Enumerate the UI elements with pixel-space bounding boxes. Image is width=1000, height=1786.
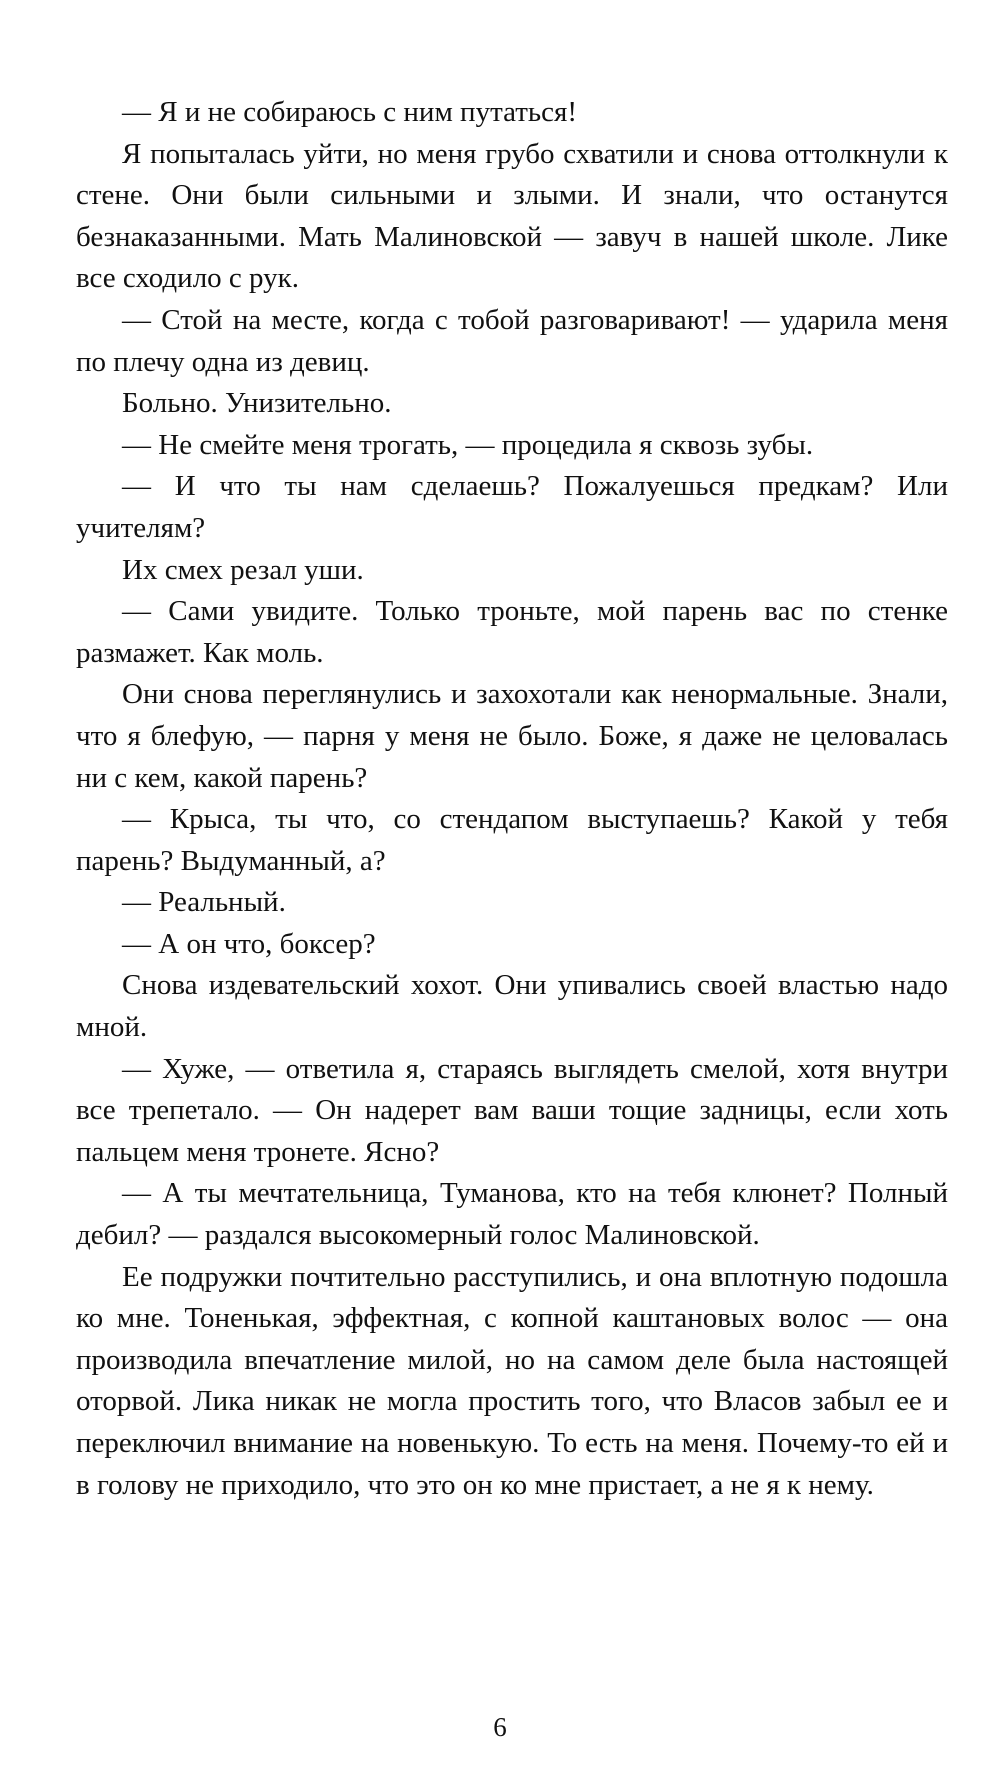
paragraph: — Не смейте меня трогать, — процедила я сквозь зубы.: [122, 428, 814, 461]
paragraph: — Крыса, ты что, со стендапом выступаешь? Какой у тебя парень? Выдуманный, а?: [76, 803, 948, 877]
paragraph: Они снова переглянулись и захохотали как ненормальные. Знали, что я блефую, — парня у меня не было. Боже, я даже не целовалась ни с кем, какой парень?: [76, 678, 948, 794]
paragraph: Я попыталась уйти, но меня грубо схватили и снова оттолкнули к стене. Они были сильными и злыми. И знали, что останутся безнаказанными. Мать Малиновской — завуч в нашей школе. Лике все сходило с рук.: [76, 137, 948, 295]
paragraph: — А он что, боксер?: [122, 927, 376, 960]
paragraph: — Стой на месте, когда с тобой разговаривают! — ударила меня по плечу одна из девиц.: [76, 303, 948, 378]
paragraph: — Я и не собираюсь с ним путаться!: [122, 96, 577, 128]
paragraph: — Хуже, — ответила я, стараясь выглядеть смелой, хотя внутри все трепетало. — Он надерет вам ваши тощие задницы, если хоть пальцем меня тронете. Ясно?: [76, 1052, 948, 1168]
paragraph: — Сами увидите. Только троньте, мой парень вас по стенке размажет. Как моль.: [76, 595, 948, 669]
paragraph: Ее подружки почтительно расступились, и она вплотную подошла ко мне. Тоненькая, эффектная, с копной каштановых волос — она производила впечатление милой, но на самом деле была настоящей оторвой. Лика никак не могла простить того, что Власов забыл ее и переключил внимание на новенькую. То есть на меня. Почему-то ей и в голову не приходило, что это он ко мне пристает, а не я к нему.: [76, 1260, 948, 1501]
body-text: [76, 92, 948, 1506]
paragraph: Их смех резал уши.: [122, 553, 364, 586]
paragraph: Снова издевательский хохот. Они упивались своей властью надо мной.: [76, 969, 948, 1044]
paragraph: Больно. Унизительно.: [122, 387, 392, 420]
page-number: 6: [493, 1712, 507, 1742]
paragraph: — А ты мечтательница, Туманова, кто на тебя клюнет? Полный дебил? — раздался высокомерный голос Малиновской.: [76, 1177, 948, 1252]
paragraph: — Реальный.: [122, 886, 286, 919]
paragraph: — И что ты нам сделаешь? Пожалуешься предкам? Или учителям?: [76, 470, 948, 544]
